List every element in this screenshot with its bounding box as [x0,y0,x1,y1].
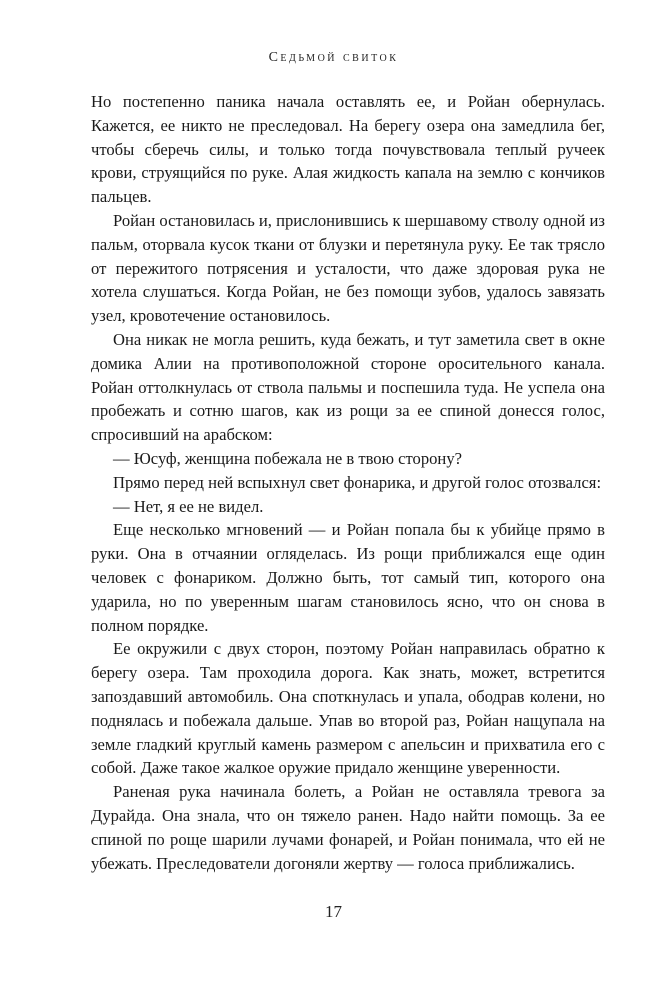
dialogue-line: — Нет, я ее не видел. [113,496,264,516]
paragraph: Ройан остановилась и, прислонившись к шершавому стволу одной из пальм, оторвала кусок ткани от блузки и перетянула руку. Ее так трясло от пережитого потрясения и усталости, что даже здоровая рука не хотела слушаться. Когда Ройан, не без помощи зубов, удалось завязать узел, кровотечение остановилось. [91,210,605,326]
running-head: Седьмой свиток [268,50,399,65]
page-number: 17 [325,902,342,921]
paragraph: Еще несколько мгновений — и Ройан попала бы к убийце прямо в руки. Она в отчаянии огляделась. Из рощи приближался еще один человек с фонариком. Должно быть, тот самый тип, которого она ударила, но по уверенным шагам становилось ясно, что он снова в полном порядке. [91,520,605,635]
paragraph: Раненая рука начинала болеть, а Ройан не оставляла тревога за Дурайда. Она знала, что он тяжело ранен. Надо найти помощь. За ее спиной по роще шарили лучами фонарей, и Ройан понимала, что ей не убежать. Преследователи догоняли жертву — голоса приближались. [91,782,605,873]
dialogue-line: — Юсуф, женщина побежала не в твою сторону? [113,448,462,468]
paragraph: Но постепенно паника начала оставлять ее, и Ройан обернулась. Кажется, ее никто не преследовал. На берегу озера она замедлила бег, чтобы сберечь силы, и только тогда почувствовала теплый ручеек крови, струящийся по руке. Алая жидкость капала на землю с кончиков пальцев. [91,92,605,207]
body-text [91,90,605,875]
paragraph: Прямо перед ней вспыхнул свет фонарика, и другой голос отозвался: [113,472,602,492]
paragraph: Она никак не могла решить, куда бежать, и тут заметила свет в окне домика Алии на противоположной стороне оросительного канала. Ройан оттолкнулась от ствола пальмы и поспешила туда. Не успела она пробежать и сотню шагов, как из рощи за ее спиной донесся голос, спросивший на арабском: [91,329,605,445]
paragraph: Ее окружили с двух сторон, поэтому Ройан направилась обратно к берегу озера. Там проходила дорога. Как знать, может, встретится запоздавший автомобиль. Она споткнулась и упала, ободрав колени, но поднялась и побежала дальше. Упав во второй раз, Ройан нащупала на земле гладкий круглый камень размером с апельсин и прихватила его с собой. Даже такое жалкое оружие придало женщине уверенности. [91,639,605,778]
